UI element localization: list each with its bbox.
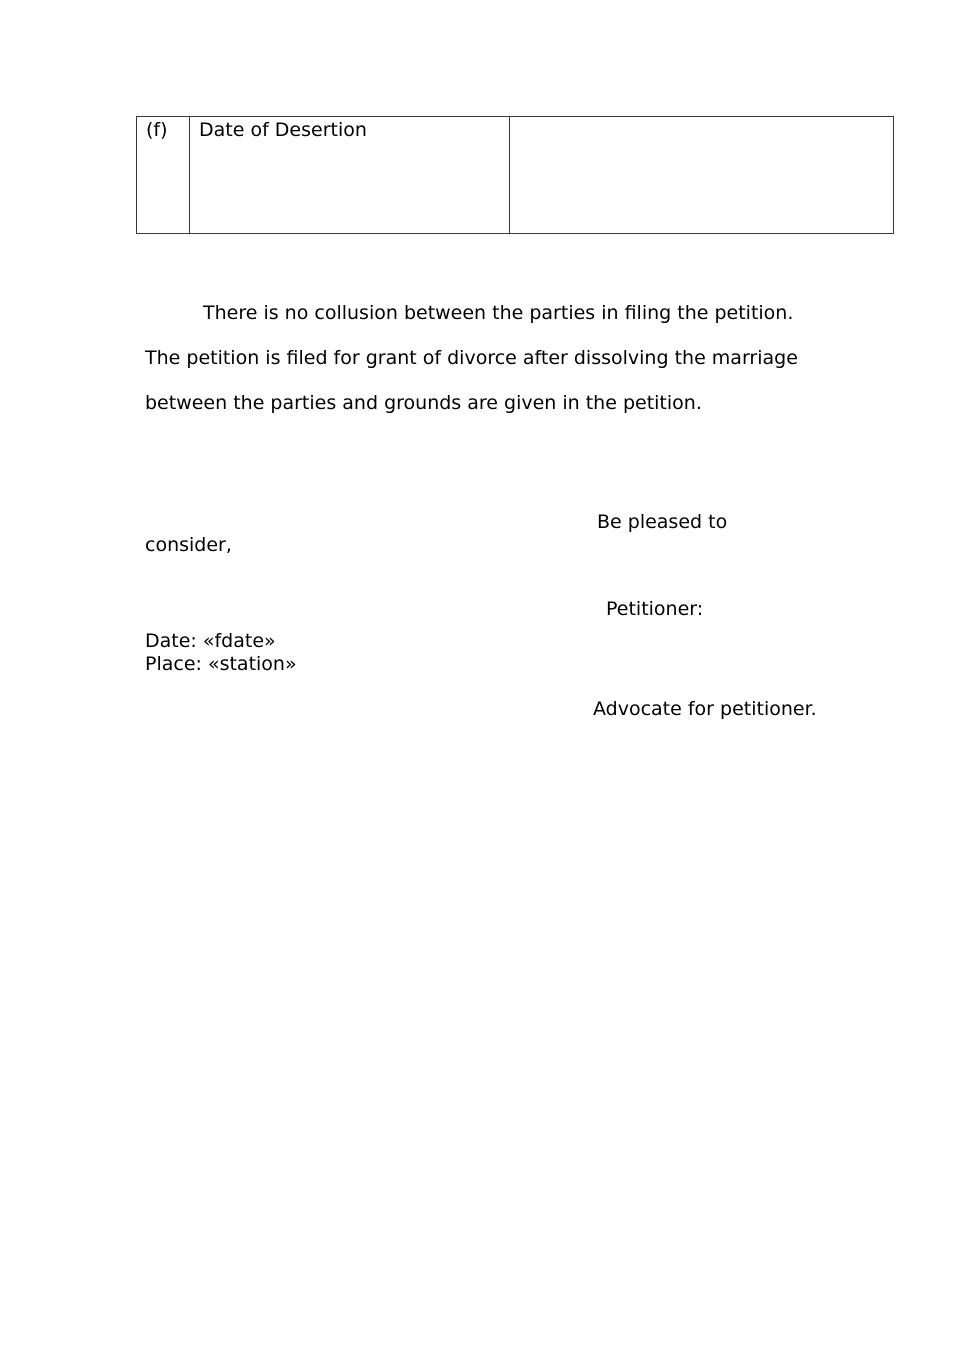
advocate-label: Advocate for petitioner. bbox=[593, 698, 817, 720]
row-value bbox=[510, 117, 893, 118]
statement-line-3: between the parties and grounds are given in the petition. bbox=[145, 392, 702, 414]
date-line: Date: «fdate» bbox=[145, 630, 276, 652]
row-label: Date of Desertion bbox=[199, 119, 367, 141]
consider-text: consider, bbox=[145, 534, 232, 556]
petitioner-label: Petitioner: bbox=[606, 598, 704, 620]
row-label-cell bbox=[190, 117, 510, 234]
row-number: (f) bbox=[146, 119, 168, 141]
statement-line-1: There is no collusion between the parties in filing the petition. bbox=[203, 302, 794, 324]
row-value-cell bbox=[510, 117, 894, 234]
table-row bbox=[137, 117, 894, 234]
statement-line-2: The petition is filed for grant of divorce after dissolving the marriage bbox=[145, 347, 798, 369]
be-pleased-text: Be pleased to bbox=[597, 511, 728, 533]
details-table bbox=[136, 116, 894, 234]
row-number-cell bbox=[137, 117, 190, 234]
place-line: Place: «station» bbox=[145, 653, 297, 675]
